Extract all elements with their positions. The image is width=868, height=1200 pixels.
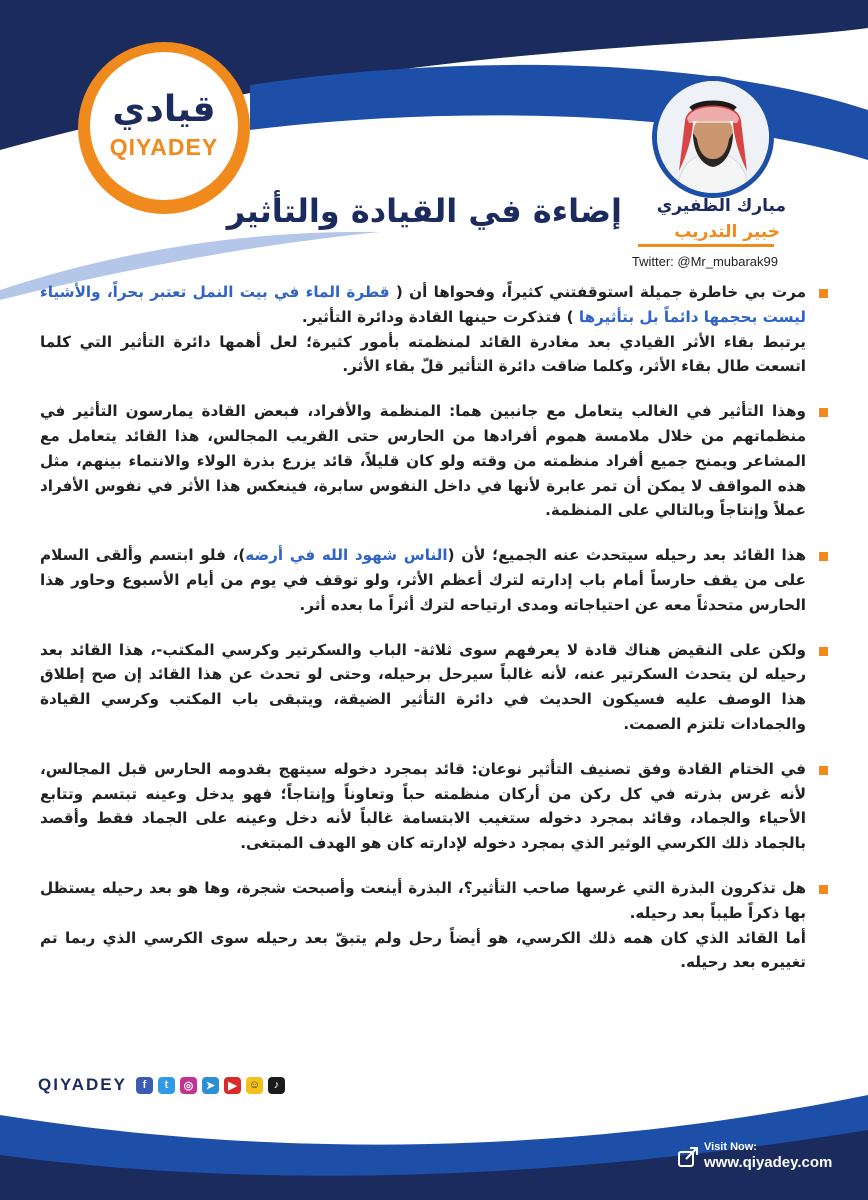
- website-link[interactable]: www.qiyadey.com: [704, 1154, 833, 1171]
- instagram-icon[interactable]: ◎: [180, 1077, 197, 1094]
- author-underline: [638, 244, 774, 247]
- telegram-icon[interactable]: ➤: [202, 1077, 219, 1094]
- text-segment: هذا القائد بعد رحيله سيتحدث عنه الجميع؛ لأن (: [447, 546, 806, 565]
- author-name: مبارك الظفيري: [656, 196, 786, 216]
- highlight-quote: الناس شهود الله في أرضه: [245, 546, 448, 565]
- facebook-icon[interactable]: f: [136, 1077, 153, 1094]
- avatar-photo: [657, 81, 769, 193]
- footer-brand: QIYADEY: [38, 1075, 127, 1094]
- author-role: خبير التدريب: [674, 222, 780, 242]
- visit-label: Visit Now:: [704, 1141, 757, 1153]
- paragraph: [40, 638, 828, 737]
- text-segment: مرت بي خاطرة جميلة استوقفتني كثيراً، وفحواها أن (: [395, 283, 807, 301]
- bullet-icon: [819, 408, 828, 417]
- twitter-icon[interactable]: t: [158, 1077, 175, 1094]
- bullet-icon: [819, 885, 828, 894]
- person-icon: [657, 81, 769, 193]
- paragraph: [40, 280, 828, 379]
- paragraph: [40, 876, 828, 975]
- external-link-icon[interactable]: [677, 1146, 699, 1168]
- paragraph: [40, 399, 828, 523]
- text-segment: ) فتذكرت حينها القادة ودائرة التأثير.: [301, 307, 574, 326]
- bullet-icon: [819, 289, 828, 298]
- paragraph: [40, 543, 828, 617]
- bullet-icon: [819, 552, 828, 561]
- paragraph: [40, 757, 828, 856]
- paragraph-text: يرتبط بقاء الأثر القيادي بعد مغادرة القائد لمنظمته بأمور كثيرة؛ لعل أهمها دائرة التأثير التي كلما اتسعت طال بقاء الأثر، وكلما ضاقت دائرة التأثير قلّ بقاء الأثر.: [40, 332, 806, 376]
- bullet-icon: [819, 647, 828, 656]
- snapchat-icon[interactable]: ☺: [246, 1077, 263, 1094]
- paragraph-text: ولكن على النقيض هناك قادة لا يعرفهم سوى ثلاثة- الباب والسكرتير وكرسي المكتب-، هذا القائد بعد رحيله لن يتحدث السكرتير عنه، لأنه غالباً سيرحل برحيله، وحتى لو تحدث عن هذا القائد إن صح إطلاق هذا الوصف عليه فسيكون الحديث في دائرة التأثير الضيقة، ويتبقى باب المكتب وكرسي القيادة والجمادات تلتزم الصمت.: [40, 640, 806, 733]
- logo-badge: [90, 52, 238, 200]
- highlight-quote: قطرة الماء في بيت النمل تعتبر بحراً، والأشياء ليست بحجمها دائماً بل بتأثيرها: [40, 283, 806, 326]
- text-segment: )، فلو ابتسم وألقى السلام على من يقف حارساً أمام باب إدارته لترك أعظم الأثر، ولو توقف في يوم من أيام الأسبوع وحاور هذا الحارس متحدثاً معه عن احتياجاته ومدى ارتياحه لترك أثراً ما بعده أثر.: [40, 546, 806, 614]
- twitter-handle[interactable]: Twitter: @Mr_mubarak99: [631, 254, 778, 269]
- logo-arabic-text: قيادي: [112, 88, 216, 130]
- article-title: إضاءة في القيادة والتأثير: [226, 192, 622, 230]
- paragraph-text: [40, 543, 806, 617]
- footer-social: [38, 1075, 285, 1095]
- paragraph-text: في الختام القادة وفق تصنيف التأثير نوعان: قائد بمجرد دخوله سيتهج بقدومه الحارس قبل المجالس، لأنه غرس بذرته في كل ركن من أركان منظمته حباً وتعاوناً وإنتاجاً؛ فهو يدخل وعينه تبتسم وتتابع الأحياء والجماد، وقائد بمجرد دخوله ستغيب الابتسامة غالباً لأنه دخل وعينه على الجماد فقط وأقصد بالجماد ذلك الكرسي الوثير الذي بمجرد دخوله لإدارته كان هو الهدف المبتغى.: [40, 759, 806, 853]
- bullet-icon: [819, 766, 828, 775]
- logo: [78, 42, 250, 214]
- author-avatar: [652, 76, 774, 198]
- article-body: [40, 280, 828, 995]
- paragraph-text: [40, 280, 806, 330]
- paragraph-text: وهذا التأثير في الغالب يتعامل مع جانبين هما: المنظمة والأفراد، فبعض القادة يمارسون التأثير في منظماتهم من خلال ملامسة هموم أفرادها من الحارس حتى القريب المجالس، هذا القائد يتعامل مع المشاعر ويمنح جميع أفراد منظمته من وقته ولو كان قليلاً، قائد يزرع بذرة الولاء والانتماء بينهم، مثل هذه المواقف لا يمكن أن تمر عابرة لأنها في داخل النفوس سابرة، فينعكس هذا الأثر في نفوس الأفراد عملاً وإنتاجاً وبالتالي على المنظمة.: [40, 402, 806, 520]
- paragraph-text: أما القائد الذي كان همه ذلك الكرسي، هو أيضاً رحل ولم يتبقّ بعد رحيله سوى الكرسي الذي ربما تم تغييره بعد رحيله.: [40, 928, 806, 972]
- tiktok-icon[interactable]: ♪: [268, 1077, 285, 1094]
- paragraph-text: هل تذكرون البذرة التي غرسها صاحب التأثير؟، البذرة أينعت وأصبحت شجرة، وها هو بعد رحيله يستظل بها ذكراً طيباً بعد رحيله.: [40, 878, 806, 922]
- youtube-icon[interactable]: ▶: [224, 1077, 241, 1094]
- logo-latin-text: QIYADEY: [109, 133, 219, 160]
